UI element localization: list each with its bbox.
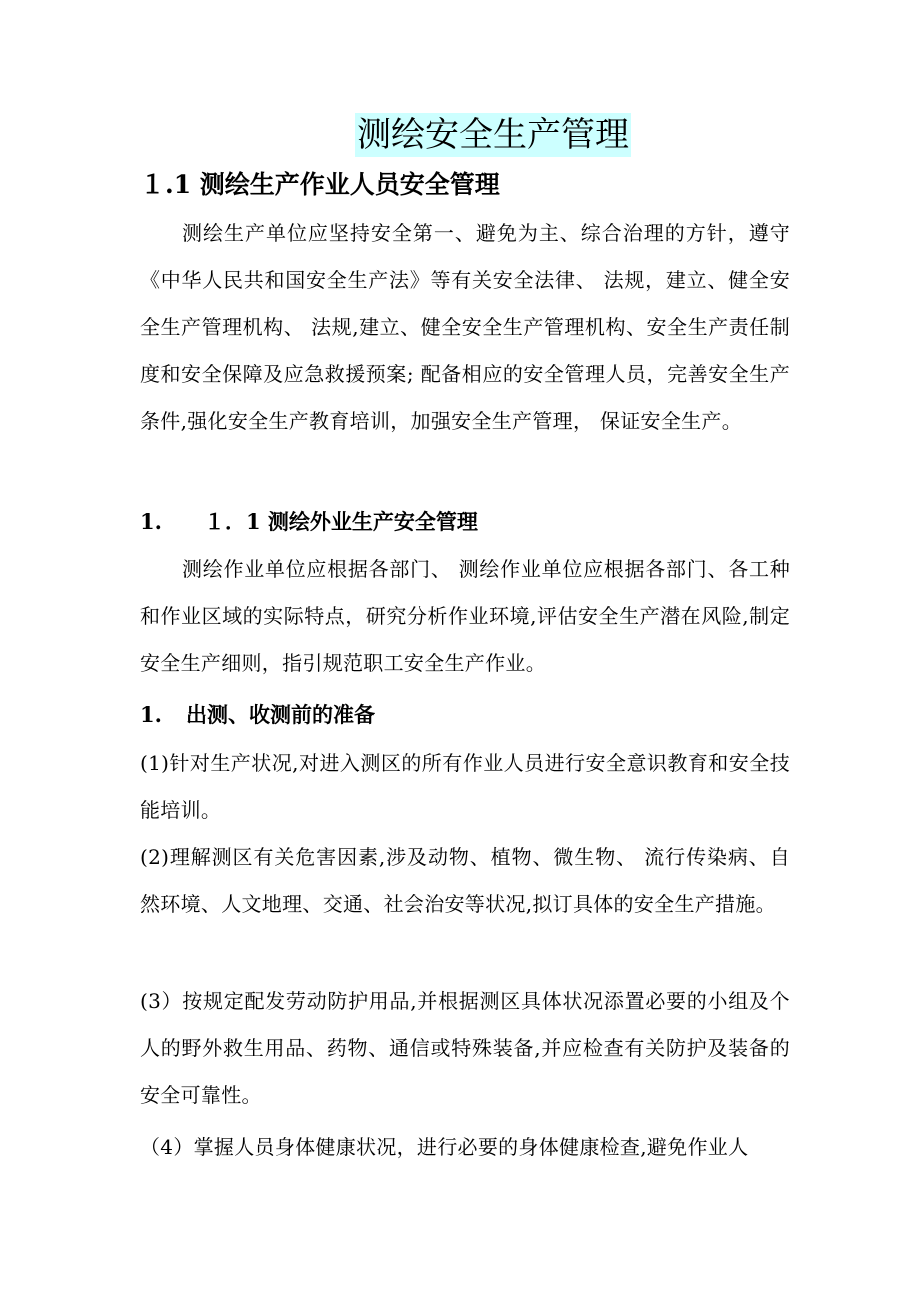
heading-number: 1. [140, 702, 162, 727]
section-heading-1-1-1 [140, 507, 790, 537]
list-item: (1)针对生产状况,对进入测区的所有作业人员进行安全意识教育和安全技能培训。 [140, 751, 790, 822]
title-row [0, 113, 920, 157]
section-heading-1-1: １.1 测绘生产作业人员安全管理 [140, 170, 500, 199]
document-title: 测绘安全生产管理 [357, 115, 629, 155]
heading-number: 1. [140, 509, 162, 534]
section-paragraph-1-1-1: 测绘作业单位应根据各部门、 测绘作业单位应根据各部门、各工种和作业区域的实际特点，研究分析作业环境,评估安全生产潜在风险,制定安全生产细则，指引规范职工安全生产作业。 [140, 557, 790, 675]
heading-text: １．1 测绘外业生产安全管理 [204, 509, 478, 534]
heading-text: 出测、收测前的准备 [186, 702, 375, 727]
list-item: (2)理解测区有关危害因素,涉及动物、植物、微生物、 流行传染病、自然环境、人文地理、交通、社会治安等状况,拟订具体的安全生产措施。 [140, 845, 790, 916]
list-item: （4）掌握人员身体健康状况，进行必要的身体健康检查,避免作业人 [140, 1135, 749, 1159]
list-item: (3）按规定配发劳动防护用品,并根据测区具体状况添置必要的小组及个人的野外救生用品、药物、通信或特殊装备,并应检查有关防护及装备的安全可靠性。 [140, 989, 790, 1107]
section-heading-prep [140, 700, 790, 730]
section-paragraph-1-1: 测绘生产单位应坚持安全第一、避免为主、综合治理的方针，遵守《中华人民共和国安全生产法》等有关安全法律、 法规，建立、健全安全生产管理机构、 法规,建立、健全安全生产管理机构、安全生产责任制度和安全保障及应急救援预案; 配备相应的安全管理人员，完善安全生产条件,强化安全生产教育培训，加强安全生产管理， 保证安全生产。 [140, 221, 790, 433]
